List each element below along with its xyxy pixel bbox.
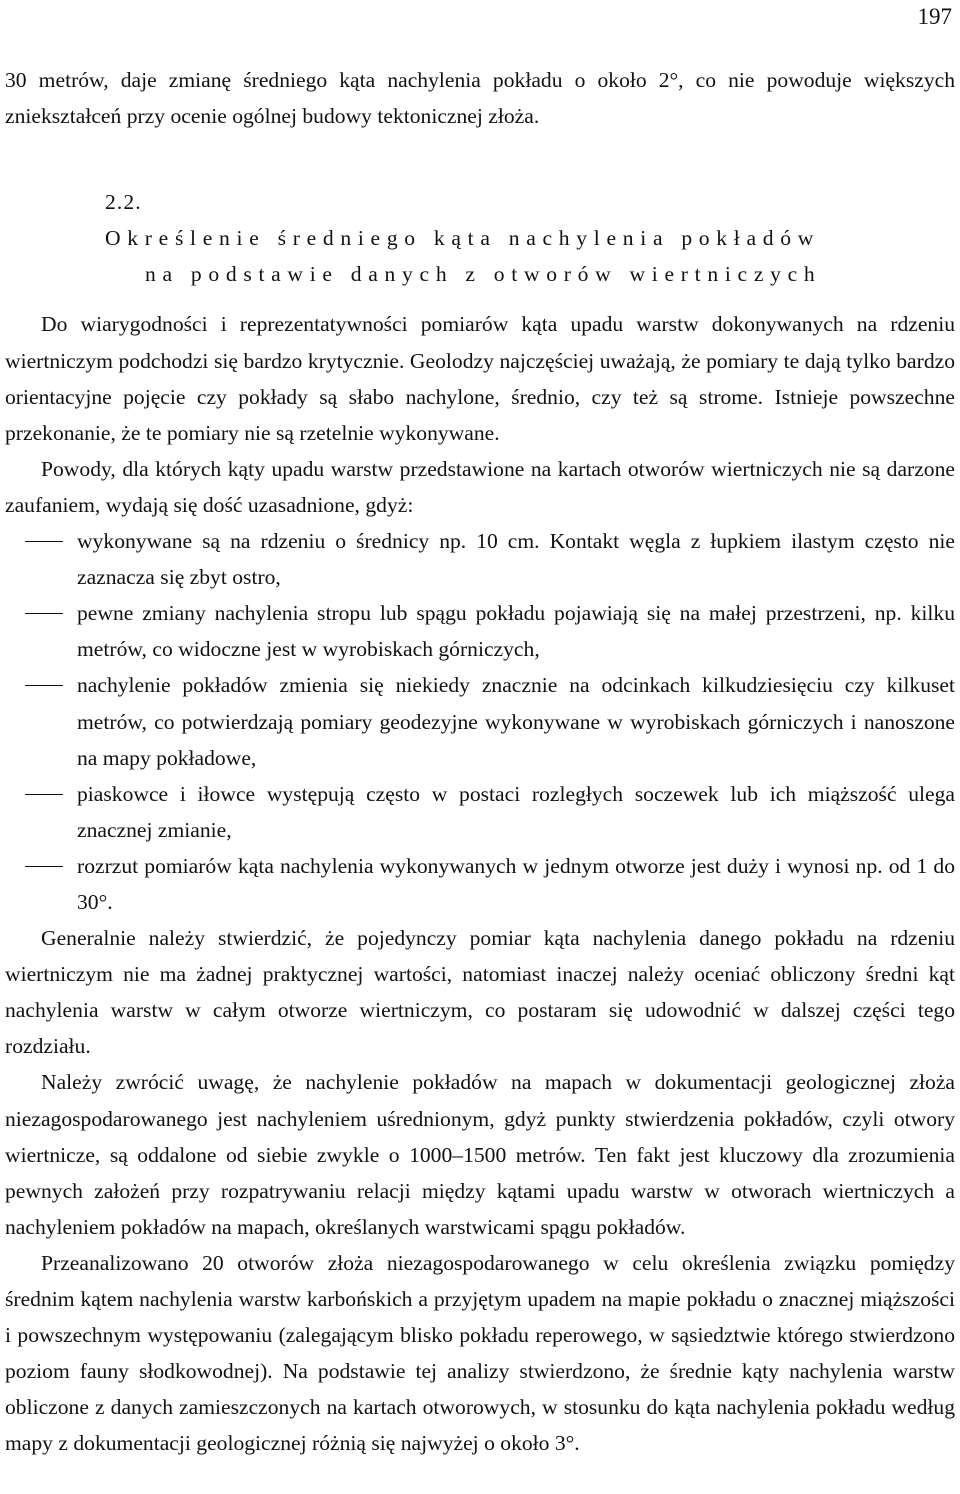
section-title-part-1: Określenie średniego kąta nachylenia pokładów xyxy=(105,226,821,251)
dash-bullet-icon xyxy=(25,613,63,614)
dash-bullet-icon xyxy=(25,794,63,795)
list-item-text: rozrzut pomiarów kąta nachylenia wykonywanych w jednym otworze jest duży i wynosi np. od 1 do 30°. xyxy=(77,853,955,914)
dash-bullet-icon xyxy=(25,866,63,867)
list-item xyxy=(5,776,955,848)
section-number: 2.2. xyxy=(105,190,142,215)
reasons-list xyxy=(5,523,955,920)
list-item xyxy=(5,595,955,667)
list-item xyxy=(5,667,955,775)
body-paragraph: Należy zwrócić uwagę, że nachylenie pokładów na mapach w dokumentacji geologicznej złoża niezagospodarowanego jest nachyleniem uśrednionym, gdyż punkty stwierdzenia pokładów, czyli otwory wiertnicze, są oddalone od siebie zwykle o 1000–1500 metrów. Ten fakt jest kluczowy dla zrozumienia pewnych założeń przy rozpatrywaniu relacji między kątami upadu warstw w otworach wiertniczych a nachyleniem pokładów na mapach, określanych warstwicami spągu pokładów. xyxy=(5,1070,955,1239)
page-number: 197 xyxy=(917,4,952,29)
body-paragraph: Generalnie należy stwierdzić, że pojedynczy pomiar kąta nachylenia danego pokładu na rdzeniu wiertniczym nie ma żadnej praktycznej wartości, natomiast inaczej należy oceniać obliczony średni kąt nachylenia warstw w całym otworze wiertniczym, co postaram się udowodnić w dalszej części tego rozdziału. xyxy=(5,926,955,1059)
dash-bullet-icon xyxy=(25,541,63,542)
list-item-text: pewne zmiany nachylenia stropu lub spągu pokładu pojawiają się na małej przestrzeni, np. kilku metrów, co widoczne jest w wyrobiskach górniczych, xyxy=(77,601,955,662)
section-heading-line-2: na podstawie danych z otworów wiertniczych xyxy=(145,262,822,287)
page-content xyxy=(5,62,955,1461)
section-heading-line-1 xyxy=(105,184,955,256)
list-item xyxy=(5,523,955,595)
list-item-text: nachylenie pokładów zmienia się niekiedy znacznie na odcinkach kilkudziesięciu czy kilkuset metrów, co potwierdzają pomiary geodezyjne wykonywane w wyrobiskach górniczych i nanoszone na mapy pokładowe, xyxy=(77,673,955,770)
intro-paragraph: 30 metrów, daje zmianę średniego kąta nachylenia pokładu o około 2°, co nie powoduje większych zniekształceń przy ocenie ogólnej budowy tektonicznej złoża. xyxy=(5,68,955,129)
dash-bullet-icon xyxy=(25,685,63,686)
body-paragraph: Powody, dla których kąty upadu warstw przedstawione na kartach otworów wiertniczych nie są darzone zaufaniem, wydają się dość uzasadnione, gdyż: xyxy=(5,456,955,517)
list-item-text: piaskowce i iłowce występują często w postaci rozległych soczewek lub ich miąższość ulega znacznej zmianie, xyxy=(77,781,955,842)
list-item xyxy=(5,848,955,920)
list-item-text: wykonywane są na rdzeniu o średnicy np. 10 cm. Kontakt węgla z łupkiem ilastym często nie zaznacza się zbyt ostro, xyxy=(77,529,955,590)
body-paragraph: Do wiarygodności i reprezentatywności pomiarów kąta upadu warstw dokonywanych na rdzeniu wiertniczym podchodzi się bardzo krytycznie. Geolodzy najczęściej uważają, że pomiary te dają tylko bardzo orientacyjne pojęcie czy pokłady są słabo nachylone, średnio, czy też są strome. Istnieje powszechne przekonanie, że te pomiary nie są rzetelnie wykonywane. xyxy=(5,312,955,445)
body-paragraph: Przeanalizowano 20 otworów złoża niezagospodarowanego w celu określenia związku pomiędzy średnim kątem nachylenia warstw karbońskich a przyjętym upadem na mapie pokładu o znacznej miąższości i powszechnym występowaniu (zalegającym blisko pokładu reperowego, w sąsiedztwie którego stwierdzono poziom fauny słodkowodnej). Na podstawie tej analizy stwierdzono, że średnie kąty nachylenia warstw obliczone z danych zamieszczonych na kartach otworowych, w stosunku do kąta nachylenia pokładu według mapy z dokumentacji geologicznej różnią się najwyżej o około 3°. xyxy=(5,1250,955,1456)
section-heading xyxy=(5,184,955,292)
